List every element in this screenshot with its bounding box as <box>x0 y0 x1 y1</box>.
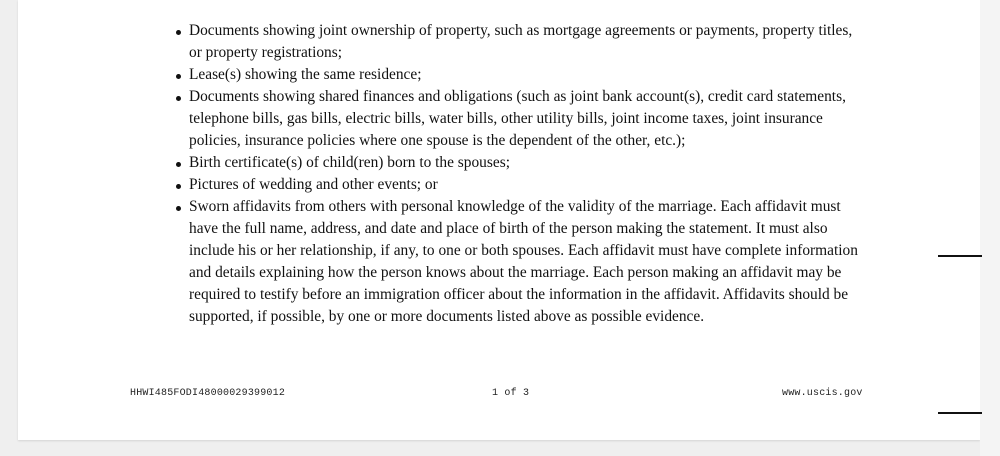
bullet-text: Birth certificate(s) of child(ren) born to the spouses; <box>189 154 510 171</box>
bullet-item <box>176 196 866 328</box>
bullet-item <box>176 174 866 196</box>
bullet-icon <box>176 206 181 211</box>
footer-website: www.uscis.gov <box>782 388 863 399</box>
bullet-icon <box>176 30 181 35</box>
bullet-icon <box>176 184 181 189</box>
margin-mark <box>938 412 982 414</box>
bullet-item <box>176 64 866 86</box>
bullet-icon <box>176 162 181 167</box>
bullet-item <box>176 152 866 174</box>
bullet-text: Documents showing joint ownership of property, such as mortgage agreements or payments, property titles, or property registrations; <box>189 22 853 61</box>
evidence-bullet-list <box>176 20 866 328</box>
bullet-text: Pictures of wedding and other events; or <box>189 176 438 193</box>
bullet-text: Lease(s) showing the same residence; <box>189 66 422 83</box>
footer-page-number: 1 of 3 <box>492 388 530 399</box>
bullet-icon <box>176 96 181 101</box>
margin-mark <box>938 255 982 257</box>
bullet-icon <box>176 74 181 79</box>
bullet-item <box>176 86 866 152</box>
page-edge <box>980 0 1000 456</box>
bullet-item <box>176 20 866 64</box>
bullet-text: Documents showing shared finances and obligations (such as joint bank account(s), credit card statements, telephone bills, gas bills, electric bills, water bills, other utility bills, joint income taxes, joint insurance policies, insurance policies where one spouse is the dependent of the other, etc.); <box>189 88 846 149</box>
bullet-text: Sworn affidavits from others with personal knowledge of the validity of the marriage. Each affidavit must have the full name, address, and date and place of birth of the person making the statement. It must also include his or her relationship, if any, to one or both spouses. Each affidavit must have complete information and details explaining how the person knows about the marriage. Each person making an affidavit may be required to testify before an immigration officer about the information in the affidavit. Affidavits should be supported, if possible, by one or more documents listed above as possible evidence. <box>189 198 858 325</box>
footer-document-id: HHWI485FODI48000029399012 <box>130 388 286 399</box>
